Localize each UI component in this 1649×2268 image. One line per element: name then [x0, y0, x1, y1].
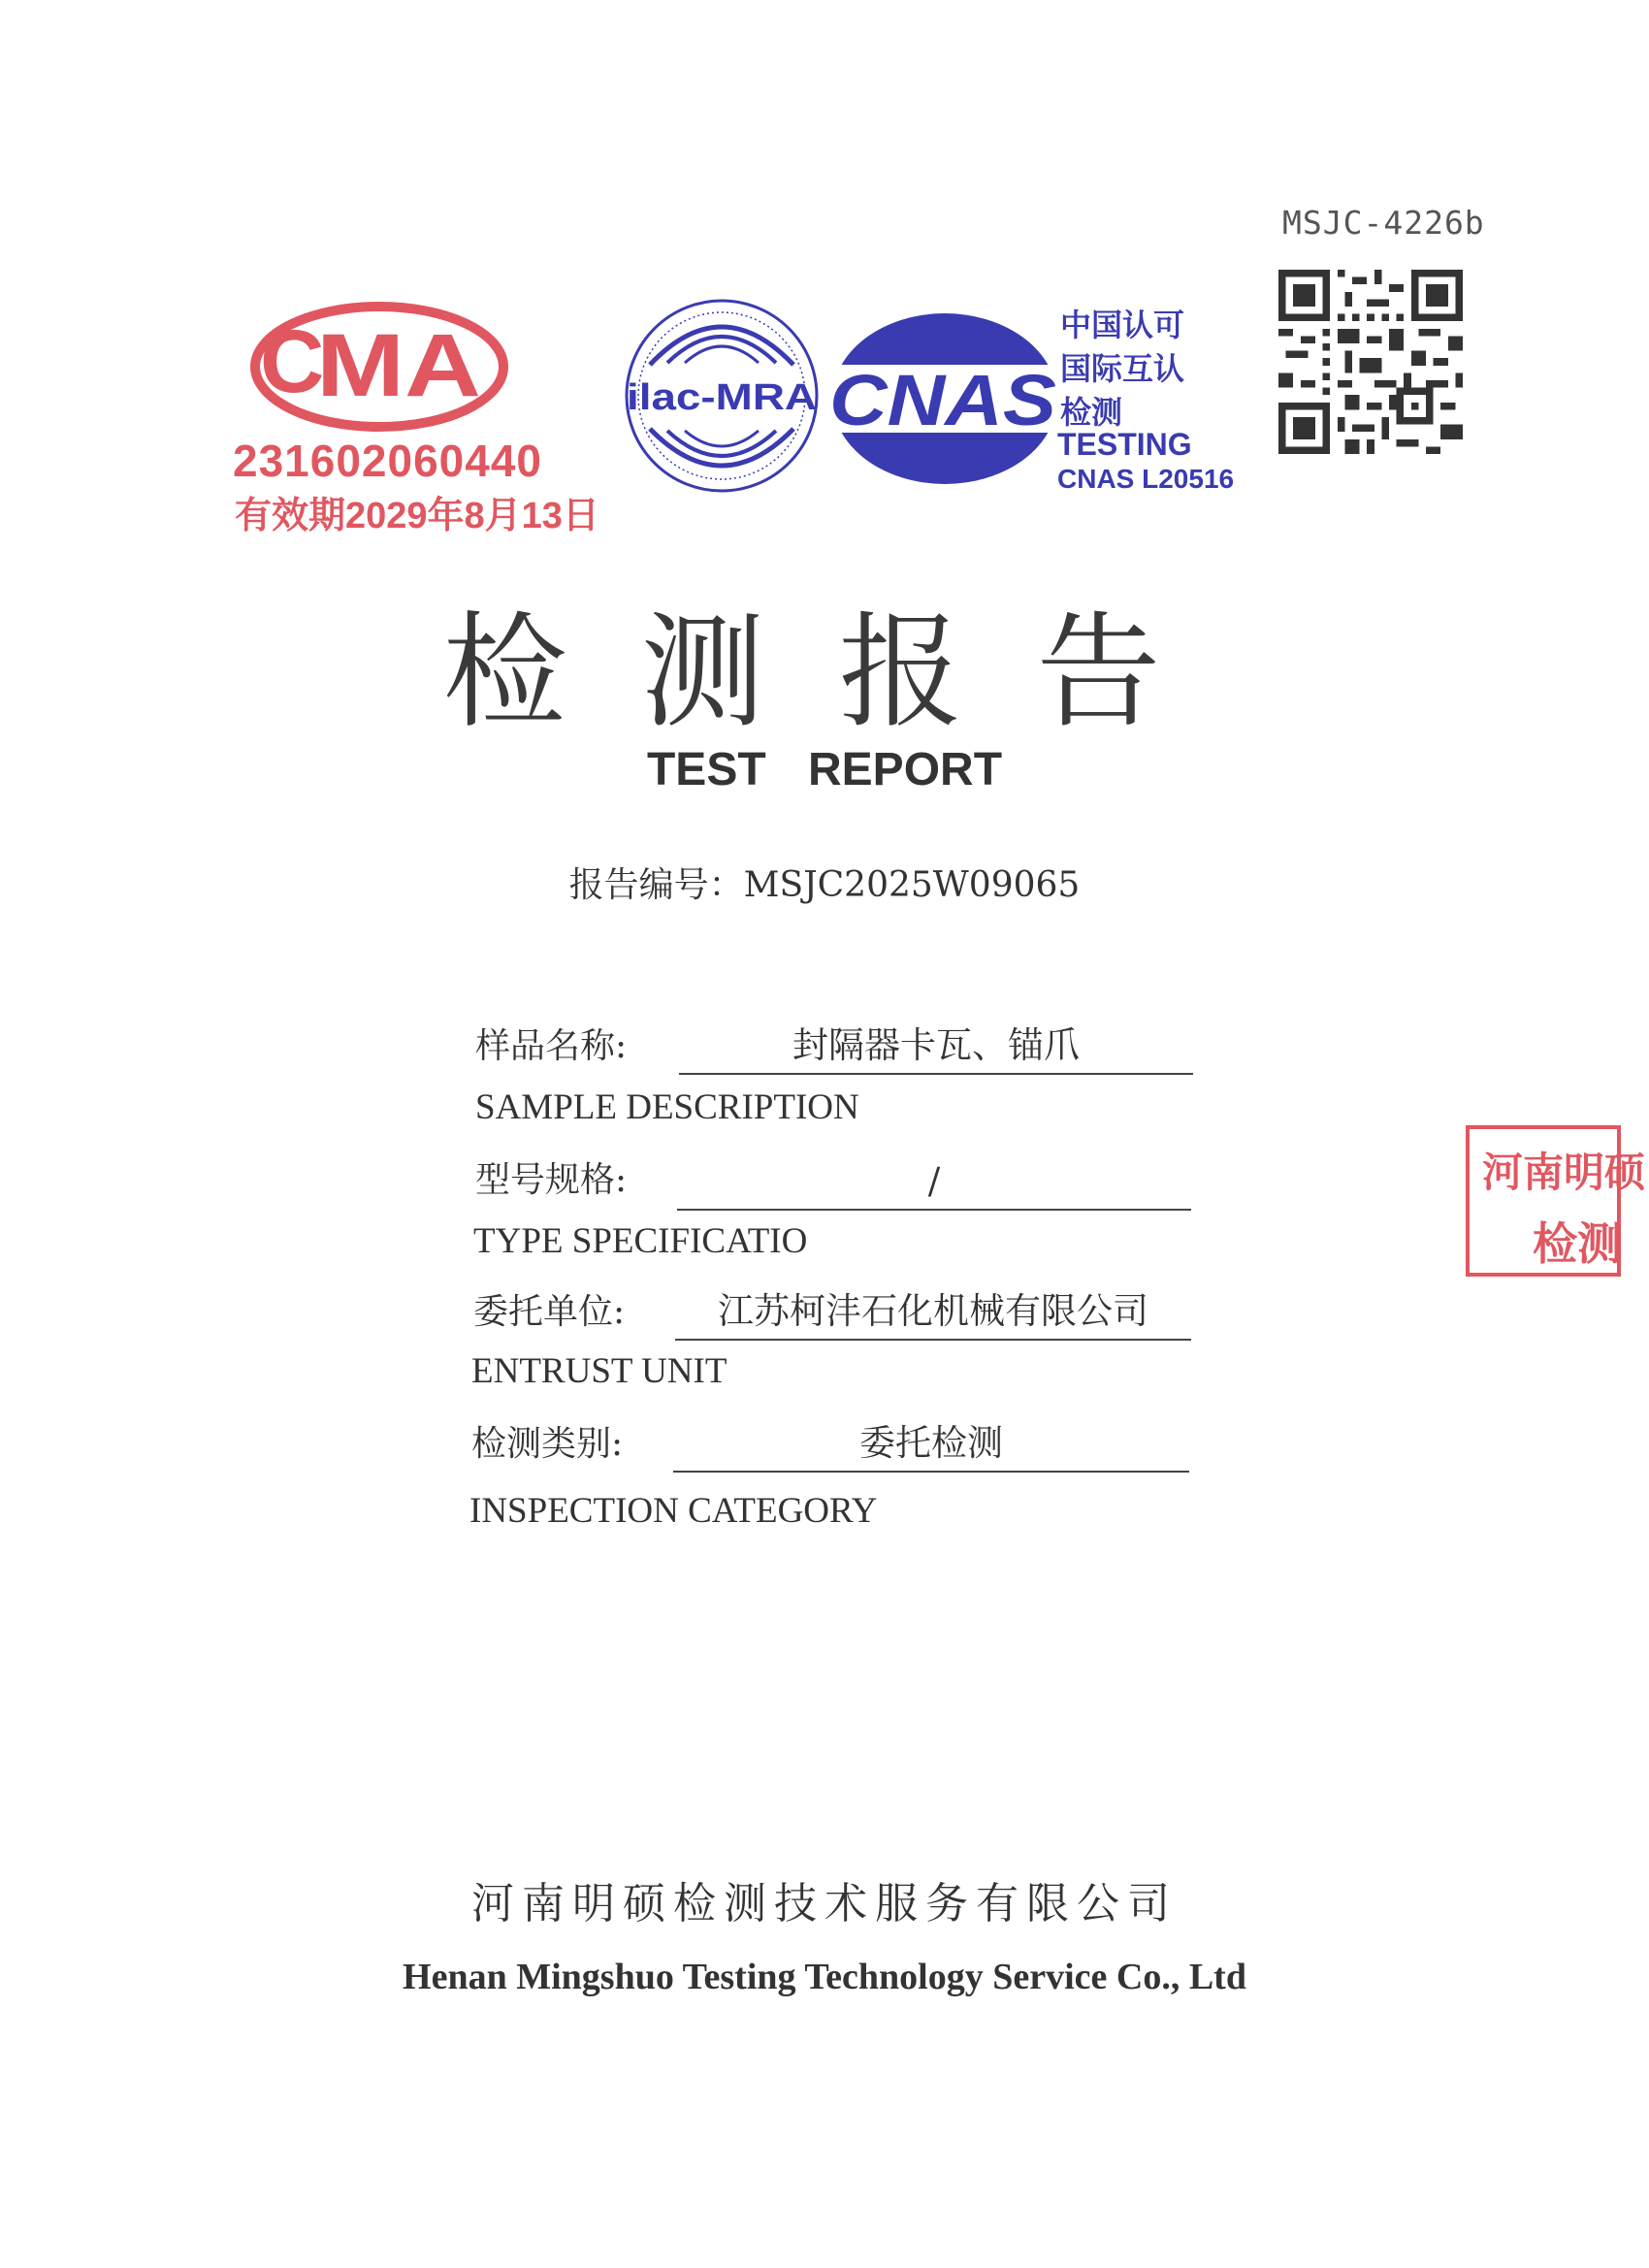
- cnas-cn-line1: 中国认可: [1060, 308, 1185, 342]
- cnas-cn-line3: 检测: [1060, 395, 1123, 430]
- ilac-mra-logo: [621, 295, 823, 497]
- title-cn: 检测报告: [442, 600, 1235, 745]
- client-value: 江苏柯沣石化机械有限公司: [675, 1284, 1191, 1341]
- sample-label: 样品名称:: [475, 1026, 628, 1066]
- form-code: MSJC-4226b: [1282, 204, 1485, 242]
- ilac-mra-text: ilac-MRA: [627, 377, 817, 418]
- cnas-testing-label: TESTING: [1057, 427, 1192, 462]
- cnas-text: CNAS: [829, 360, 1056, 440]
- category-label: 检测类别:: [471, 1424, 624, 1464]
- svg-text:C: C: [260, 312, 325, 411]
- company-name-cn: 河南明硕检测技术服务有限公司: [471, 1879, 1178, 1928]
- qr-code: [1278, 270, 1463, 454]
- cma-number: 231602060440: [233, 436, 542, 486]
- cma-logo: [250, 301, 508, 433]
- category-value: 委托检测: [673, 1416, 1189, 1473]
- client-label: 委托单位:: [473, 1292, 626, 1332]
- sample-value: 封隔器卡瓦、锚爪: [679, 1019, 1193, 1075]
- seal-text-line1: 河南明硕: [1482, 1149, 1646, 1196]
- cnas-logo: [826, 308, 1059, 489]
- type-label-en: TYPE SPECIFICATIO: [473, 1221, 808, 1261]
- title-en: TEST REPORT: [646, 744, 1003, 795]
- cnas-cn-line2: 国际互认: [1060, 351, 1185, 386]
- type-label: 型号规格:: [475, 1160, 628, 1200]
- type-value: /: [677, 1154, 1191, 1211]
- category-label-en: INSPECTION CATEGORY: [469, 1491, 878, 1531]
- report-number: 报告编号：MSJC2025W09065: [568, 865, 1081, 905]
- cma-logo-text: MA: [316, 316, 481, 415]
- cma-validity: 有效期2029年8月13日: [235, 496, 599, 536]
- client-label-en: ENTRUST UNIT: [471, 1351, 728, 1391]
- cnas-number: CNAS L20516: [1057, 464, 1235, 494]
- seal-text-line2: 检测: [1533, 1217, 1622, 1270]
- company-name-en: Henan Mingshuo Testing Technology Service Co., Ltd: [403, 1957, 1246, 1997]
- sample-label-en: SAMPLE DESCRIPTION: [475, 1087, 859, 1127]
